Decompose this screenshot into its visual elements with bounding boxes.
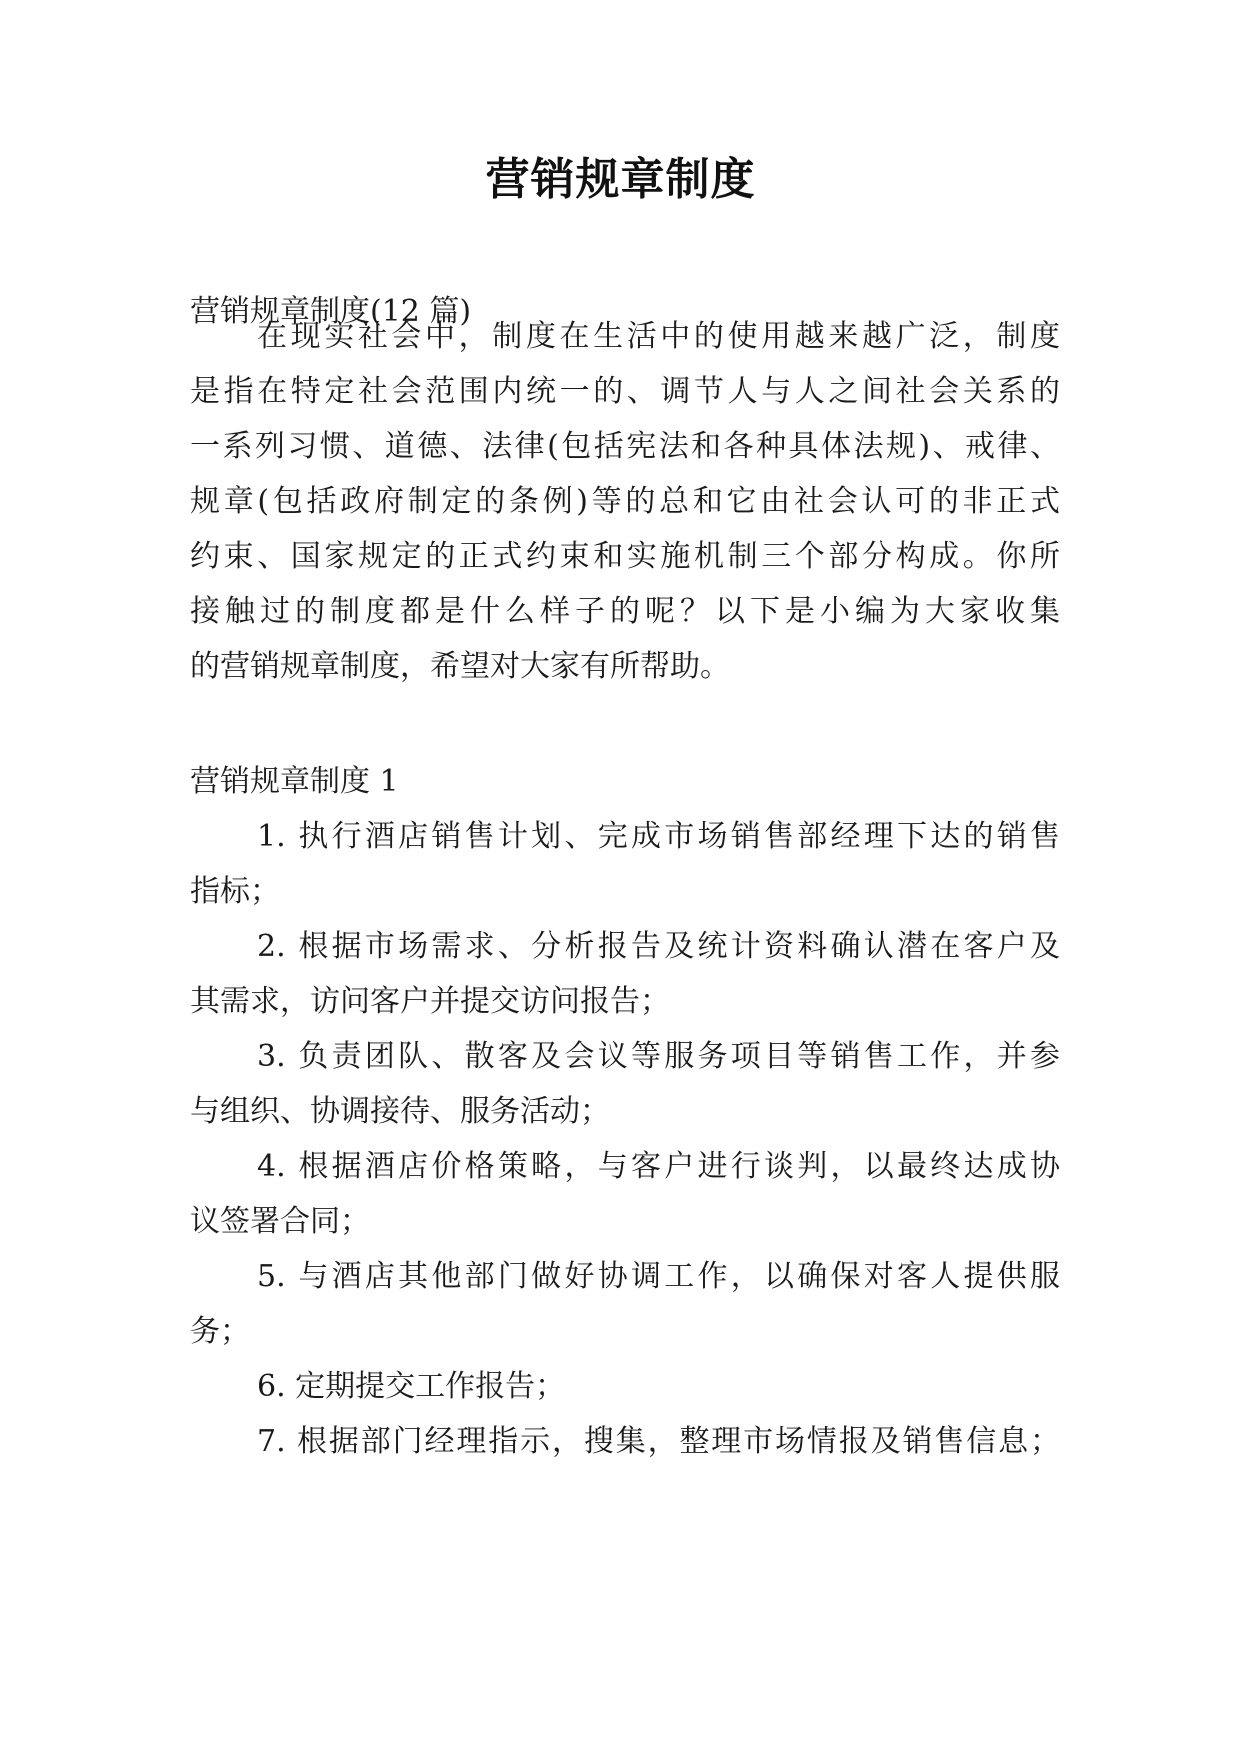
intro-line: 在现实社会中，制度在生活中的使用越来越广泛，制度 [257,319,1060,354]
intro-line: 约束、国家规定的正式约束和实施机制三个部分构成。你所 [190,539,1060,574]
list-item: 2. 根据市场需求、分析报告及统计资料确认潜在客户及 [257,929,1060,964]
intro-line: 接触过的制度都是什么样子的呢？以下是小编为大家收集 [190,594,1060,629]
intro-line: 规章(包括政府制定的条例)等的总和它由社会认可的非正式 [190,484,1060,519]
document-title: 营销规章制度 [485,154,756,205]
list-item-continuation: 议签署合同； [190,1204,370,1239]
section-heading: 营销规章制度 1 [190,764,399,799]
document-subtitle: 营销规章制度(12 篇) [190,294,472,329]
intro-line: 是指在特定社会范围内统一的、调节人与人之间社会关系的 [190,374,1060,409]
list-item: 6. 定期提交工作报告； [257,1369,566,1404]
list-item: 5. 与酒店其他部门做好协调工作，以确保对客人提供服 [257,1259,1060,1294]
list-item-continuation: 指标； [190,874,280,909]
list-item: 1. 执行酒店销售计划、完成市场销售部经理下达的销售 [257,819,1060,854]
list-item-continuation: 其需求，访问客户并提交访问报告； [190,984,670,1019]
list-item: 3. 负责团队、散客及会议等服务项目等销售工作，并参 [257,1039,1060,1074]
intro-line: 的营销规章制度，希望对大家有所帮助。 [190,649,730,684]
list-item: 4. 根据酒店价格策略，与客户进行谈判，以最终达成协 [257,1149,1060,1184]
list-item: 7. 根据部门经理指示，搜集，整理市场情报及销售信息； [257,1424,1060,1459]
intro-line: 一系列习惯、道德、法律(包括宪法和各种具体法规)、戒律、 [190,429,1060,464]
list-item-continuation: 务； [190,1314,250,1349]
list-item-continuation: 与组织、协调接待、服务活动； [190,1094,610,1129]
